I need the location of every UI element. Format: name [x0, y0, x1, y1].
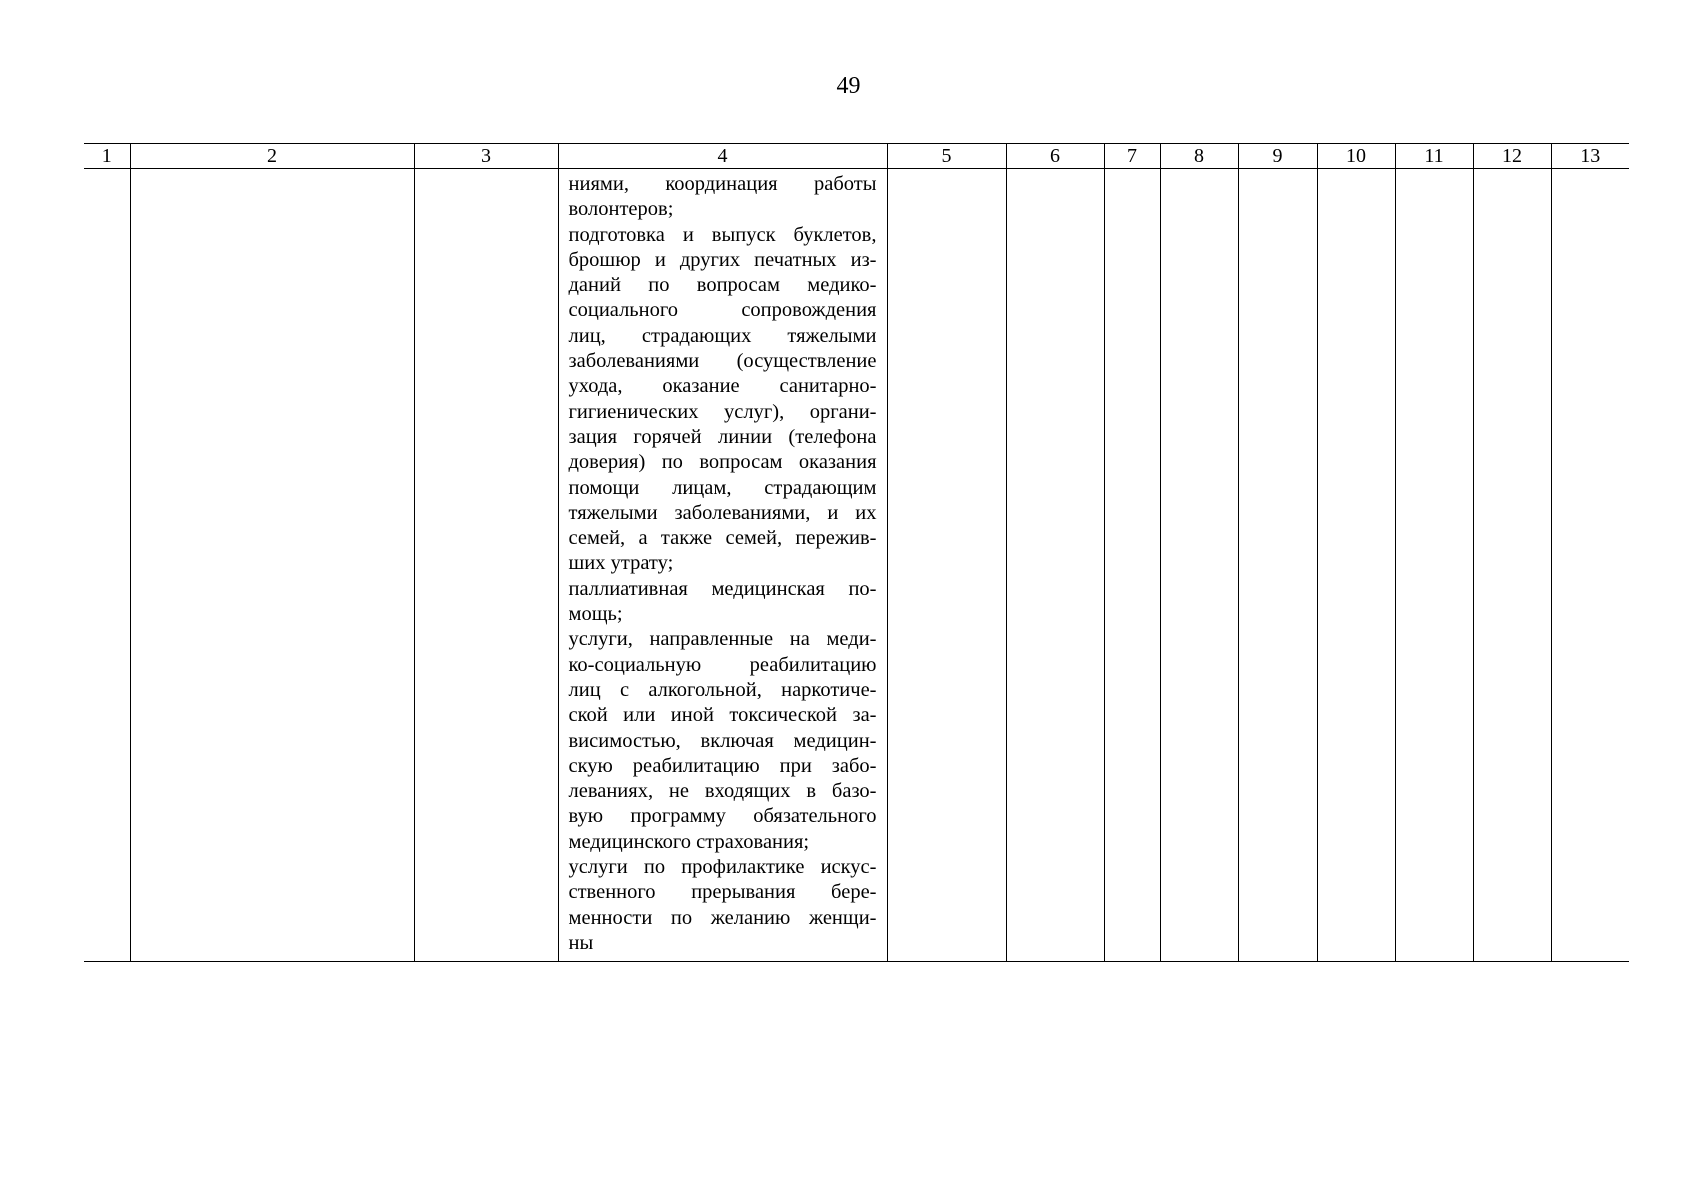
text-line: ственного прерывания бере-: [568, 881, 877, 904]
column-header: 13: [1551, 144, 1629, 169]
text-line: социального сопровождения: [568, 299, 877, 322]
text-line: тяжелыми заболеваниями, и их: [568, 501, 877, 524]
table-cell-col11: [1395, 169, 1473, 962]
text-line: помощи лицам, страдающим: [568, 476, 877, 499]
text-line: зация горячей линии (телефона: [568, 425, 877, 448]
text-line: даний по вопросам медико-: [568, 274, 877, 297]
text-line: доверия) по вопросам оказания: [568, 451, 877, 474]
text-line: заболеваниями (осуществление: [568, 350, 877, 373]
text-line: ко-социальную реабилитацию: [568, 653, 877, 676]
data-table: [84, 143, 1629, 962]
text-line: семей, а также семей, пережив-: [568, 527, 877, 550]
text-line: услуги, направленные на меди-: [568, 628, 877, 651]
column-header: 9: [1238, 144, 1317, 169]
text-line: мощь;: [568, 603, 623, 626]
column-header: 4: [558, 144, 887, 169]
text-line: медицинского страхования;: [568, 830, 810, 853]
table-cell-col2: [130, 169, 414, 962]
text-line: лиц с алкогольной, наркотиче-: [568, 678, 877, 701]
text-line: висимостью, включая медицин-: [568, 729, 877, 752]
text-line: ших утрату;: [568, 552, 674, 575]
page-number: 49: [836, 73, 861, 99]
column-header: 10: [1317, 144, 1395, 169]
column-header: 2: [130, 144, 414, 169]
text-line: ны: [568, 931, 594, 954]
text-line: услуги по профилактике искус-: [568, 856, 877, 879]
text-line: брошюр и других печатных из-: [568, 248, 877, 271]
text-line: менности по желанию женщи-: [568, 906, 877, 929]
table-cell-col1: [84, 169, 130, 962]
column-header: 1: [84, 144, 130, 169]
table-cell-col8: [1160, 169, 1238, 962]
column-header: 3: [414, 144, 558, 169]
text-line: вую программу обязательного: [568, 805, 877, 828]
text-line: лиц, страдающих тяжелыми: [568, 324, 877, 347]
column-header: 7: [1104, 144, 1160, 169]
column-header: 6: [1006, 144, 1104, 169]
table-cell-col6: [1006, 169, 1104, 962]
table-cell-col9: [1238, 169, 1317, 962]
text-line: ниями, координация работы: [568, 173, 877, 195]
cell-text-services: [559, 169, 887, 956]
table-cell-col12: [1473, 169, 1551, 962]
text-line: подготовка и выпуск буклетов,: [568, 223, 877, 246]
table-cell-col3: [414, 169, 558, 962]
column-header: 5: [887, 144, 1006, 169]
table-row: [84, 169, 1629, 962]
text-line: скую реабилитацию при забо-: [568, 754, 877, 777]
column-header: 8: [1160, 144, 1238, 169]
text-line: ской или иной токсической за-: [568, 704, 877, 727]
table-cell-col13: [1551, 169, 1629, 962]
table-cell-col5: [887, 169, 1006, 962]
header-row: [84, 144, 1629, 169]
column-header: 11: [1395, 144, 1473, 169]
table-cell-col7: [1104, 169, 1160, 962]
text-line: волонтеров;: [568, 198, 674, 221]
table-cell-col10: [1317, 169, 1395, 962]
column-header: 12: [1473, 144, 1551, 169]
text-line: паллиативная медицинская по-: [568, 577, 877, 600]
table-cell-col4: [558, 169, 887, 962]
text-line: леваниях, не входящих в базо-: [568, 780, 877, 803]
text-line: гигиенических услуг), органи-: [568, 400, 877, 423]
text-line: ухода, оказание санитарно-: [568, 375, 877, 398]
